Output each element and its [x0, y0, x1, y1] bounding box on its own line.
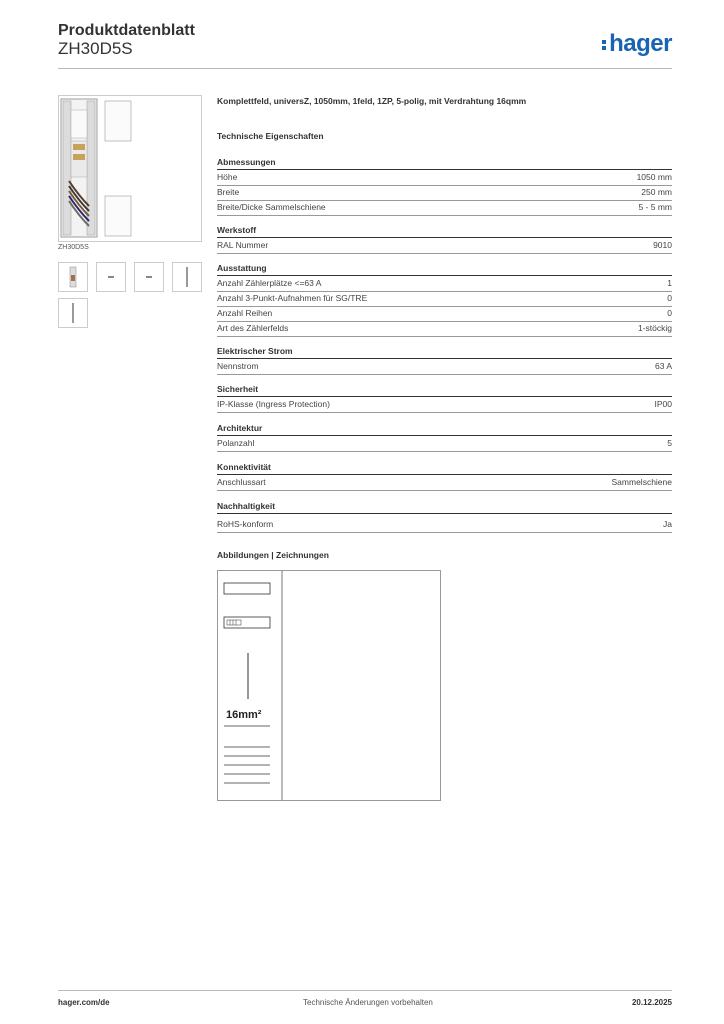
spec-label: Höhe	[217, 172, 238, 182]
thumbnail-3[interactable]	[134, 262, 164, 292]
spec-label: Anzahl Zählerplätze <=63 A	[217, 278, 322, 288]
spec-value: IP00	[654, 399, 672, 409]
spec-label: Breite/Dicke Sammelschiene	[217, 202, 326, 212]
spec-value: Ja	[663, 519, 672, 529]
section-divider	[217, 237, 672, 238]
thumbnail-cover-icon	[135, 263, 163, 291]
spec-row	[217, 277, 672, 292]
spec-row	[217, 476, 672, 491]
section-title: Abmessungen	[217, 157, 276, 167]
section-title: Ausstattung	[217, 263, 267, 273]
spec-row	[217, 322, 672, 337]
spec-label: RAL Nummer	[217, 240, 269, 250]
footer-divider	[58, 990, 672, 991]
section-title: Sicherheit	[217, 384, 259, 394]
wire-cross-section-label: 16mm²	[226, 709, 262, 721]
spec-row	[217, 171, 672, 186]
spec-label: Anzahl 3-Punkt-Aufnahmen für SG/TRE	[217, 293, 368, 303]
thumbnail-side-view-icon	[173, 263, 201, 291]
section-divider	[217, 474, 672, 475]
drawings-title: Abbildungen | Zeichnungen	[217, 550, 329, 560]
spec-row	[217, 360, 672, 375]
header-divider	[58, 68, 672, 69]
spec-label: IP-Klasse (Ingress Protection)	[217, 399, 330, 409]
section-divider	[217, 513, 672, 514]
logo-text: hager	[609, 30, 672, 57]
thumbnail-4[interactable]	[172, 262, 202, 292]
spec-value: 0	[667, 308, 672, 318]
spec-row	[217, 307, 672, 322]
section-divider	[217, 169, 672, 170]
spec-label: Art des Zählerfelds	[217, 323, 289, 333]
spec-row	[217, 239, 672, 254]
spec-label: Anschlussart	[217, 477, 266, 487]
spec-value: 9010	[653, 240, 672, 250]
spec-value: Sammelschiene	[611, 477, 672, 487]
thumbnail-side-view-icon	[59, 299, 87, 327]
thumbnail-5[interactable]	[58, 298, 88, 328]
spec-row	[217, 437, 672, 452]
spec-value: 5 - 5 mm	[638, 202, 672, 212]
spec-label: Nennstrom	[217, 361, 259, 371]
spec-row	[217, 518, 672, 533]
image-caption: ZH30D5S	[58, 244, 89, 251]
spec-value: 5	[667, 438, 672, 448]
spec-value: 63 A	[654, 361, 672, 371]
spec-value: 1050 mm	[636, 172, 672, 182]
spec-value: 1-stöckig	[637, 323, 672, 333]
section-title: Konnektivität	[217, 462, 271, 472]
footer-notice: Technische Änderungen vorbehalten	[303, 998, 433, 1007]
logo-dots-icon	[602, 38, 607, 52]
thumbnail-2[interactable]	[96, 262, 126, 292]
thumbnail-1[interactable]	[58, 262, 88, 292]
section-title: Elektrischer Strom	[217, 346, 293, 356]
cabinet-drawing	[218, 571, 440, 800]
spec-value: 1	[667, 278, 672, 288]
footer-website[interactable]: hager.com/de	[58, 998, 110, 1007]
section-divider	[217, 275, 672, 276]
tech-properties-title: Technische Eigenschaften	[217, 131, 324, 141]
spec-value: 250 mm	[641, 187, 672, 197]
thumbnail-product-icon	[59, 263, 87, 291]
spec-row	[217, 398, 672, 413]
product-image[interactable]	[58, 95, 202, 242]
spec-value: 0	[667, 293, 672, 303]
spec-row	[217, 186, 672, 201]
section-divider	[217, 435, 672, 436]
product-description: Komplettfeld, universZ, 1050mm, 1feld, 1ZP, 5-polig, mit Verdrahtung 16qmm	[217, 96, 527, 106]
hager-logo	[602, 30, 672, 58]
spec-row	[217, 292, 672, 307]
product-illustration	[59, 96, 201, 241]
spec-row	[217, 201, 672, 216]
spec-label: Polanzahl	[217, 438, 255, 448]
section-title: Werkstoff	[217, 225, 257, 235]
technical-drawing[interactable]	[217, 570, 441, 801]
thumbnail-cover-icon	[97, 263, 125, 291]
article-number: ZH30D5S	[58, 39, 133, 58]
section-title: Architektur	[217, 423, 263, 433]
spec-label: Anzahl Reihen	[217, 308, 273, 318]
spec-label: Breite	[217, 187, 240, 197]
spec-label: RoHS-konform	[217, 519, 274, 529]
section-title: Nachhaltigkeit	[217, 501, 276, 511]
footer-date: 20.12.2025	[631, 998, 672, 1007]
page-title: Produktdatenblatt	[58, 22, 195, 39]
section-divider	[217, 396, 672, 397]
section-divider	[217, 358, 672, 359]
